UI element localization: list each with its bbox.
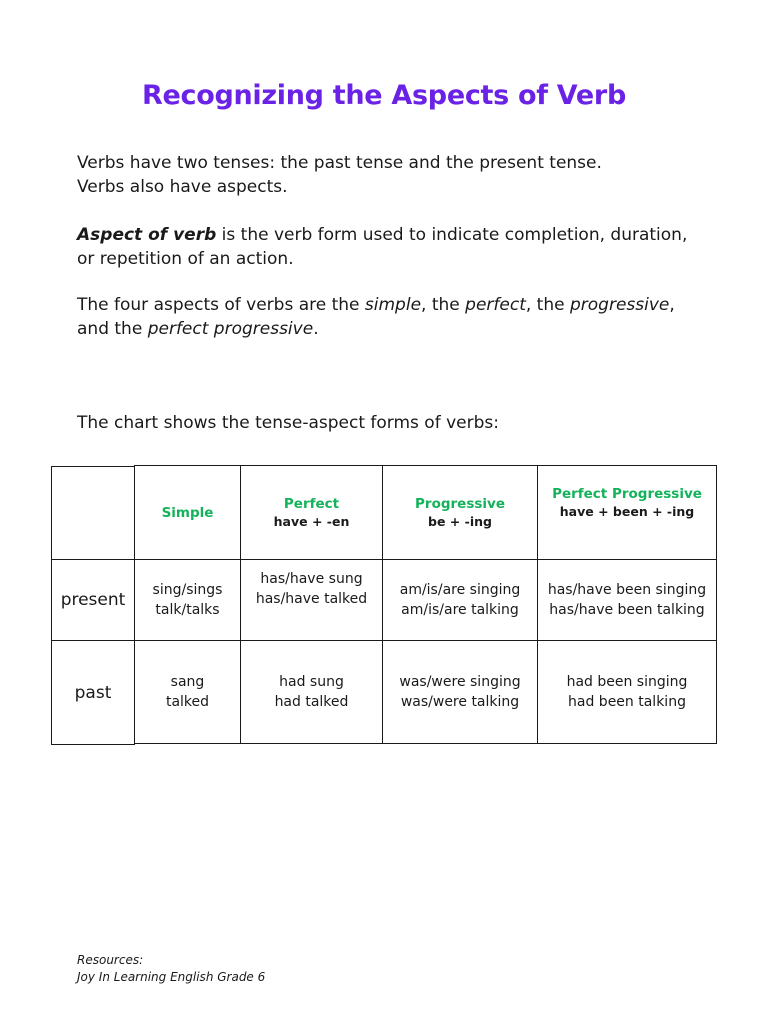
- cell-line: was/were talking: [400, 694, 520, 710]
- aspect-simple: simple: [364, 295, 422, 315]
- intro-line-2: Verbs also have aspects.: [77, 177, 288, 197]
- cell-line: has/have been talking: [549, 602, 705, 618]
- cell-line: has/have talked: [255, 591, 368, 607]
- cell-line: sing/sings: [152, 582, 223, 598]
- header-simple: [134, 465, 241, 560]
- header-progressive-name: Progressive: [415, 495, 505, 512]
- table-corner-cell: [51, 466, 135, 560]
- aspects-line-2: [77, 317, 717, 341]
- header-progressive-form: be + -ing: [428, 513, 492, 529]
- chart-intro-text: The chart shows the tense-aspect forms of verbs:: [77, 413, 499, 433]
- chart-intro: [77, 411, 717, 435]
- page-title: Recognizing the Aspects of Verb: [142, 80, 626, 111]
- aspects-text: The four aspects of verbs are the: [77, 295, 365, 315]
- intro-paragraph: [77, 151, 717, 199]
- aspects-text: ,: [669, 295, 675, 315]
- intro-line-1: Verbs have two tenses: the past tense and the present tense.: [77, 153, 602, 173]
- aspects-text: and the: [77, 319, 148, 339]
- definition-term: Aspect of verb: [77, 225, 217, 245]
- header-progressive: [382, 465, 538, 560]
- cell-line: talk/talks: [155, 602, 220, 618]
- table-cell: [134, 640, 241, 744]
- aspects-text: .: [313, 319, 319, 339]
- aspects-text: , the: [421, 295, 466, 315]
- resources-note: [77, 952, 265, 986]
- cell-line: am/is/are singing: [399, 582, 521, 598]
- cell-line: had talked: [274, 694, 349, 710]
- header-perfect-progressive-name: Perfect Progressive: [552, 486, 702, 502]
- header-perfect-form: have + -en: [273, 513, 350, 529]
- aspects-paragraph: [77, 293, 717, 341]
- cell-line: had been singing: [566, 674, 688, 690]
- cell-line: had been talking: [568, 694, 686, 710]
- resources-source: Joy In Learning English Grade 6: [77, 970, 266, 984]
- table-cell: [240, 640, 383, 744]
- aspect-perfect: perfect: [465, 295, 526, 315]
- cell-line: sang: [170, 674, 205, 690]
- aspect-perfect-progressive: perfect progressive: [147, 319, 314, 339]
- table-cell: [382, 559, 538, 641]
- header-simple-name: Simple: [161, 504, 214, 521]
- table-cell: [382, 640, 538, 744]
- cell-line: am/is/are talking: [401, 602, 519, 618]
- definition-line-2: or repetition of an action.: [77, 249, 294, 269]
- table-cell: [134, 559, 241, 641]
- aspects-line-1: [77, 293, 717, 317]
- definition-line-1: [77, 223, 717, 247]
- header-perfect-progressive: [537, 465, 717, 560]
- header-perfect-name: Perfect: [283, 495, 340, 512]
- table-cell: [537, 559, 717, 641]
- header-perfect: [240, 465, 383, 560]
- cell-line: was/were singing: [399, 674, 521, 690]
- definition-paragraph: [77, 223, 717, 271]
- cell-line: has/have sung: [260, 571, 363, 587]
- row-label-present: present: [51, 559, 135, 641]
- table-cell: [240, 559, 383, 641]
- table-cell: [537, 640, 717, 744]
- header-perfect-progressive-form: have + been + -ing: [559, 504, 695, 519]
- row-label-past: past: [51, 640, 135, 745]
- aspects-text: , the: [525, 295, 570, 315]
- definition-text: is the verb form used to indicate completion, duration,: [216, 225, 688, 245]
- resources-label: Resources:: [77, 953, 144, 967]
- cell-line: had sung: [279, 674, 344, 690]
- cell-line: has/have been singing: [547, 582, 707, 598]
- aspect-progressive: progressive: [570, 295, 670, 315]
- cell-line: talked: [165, 694, 210, 710]
